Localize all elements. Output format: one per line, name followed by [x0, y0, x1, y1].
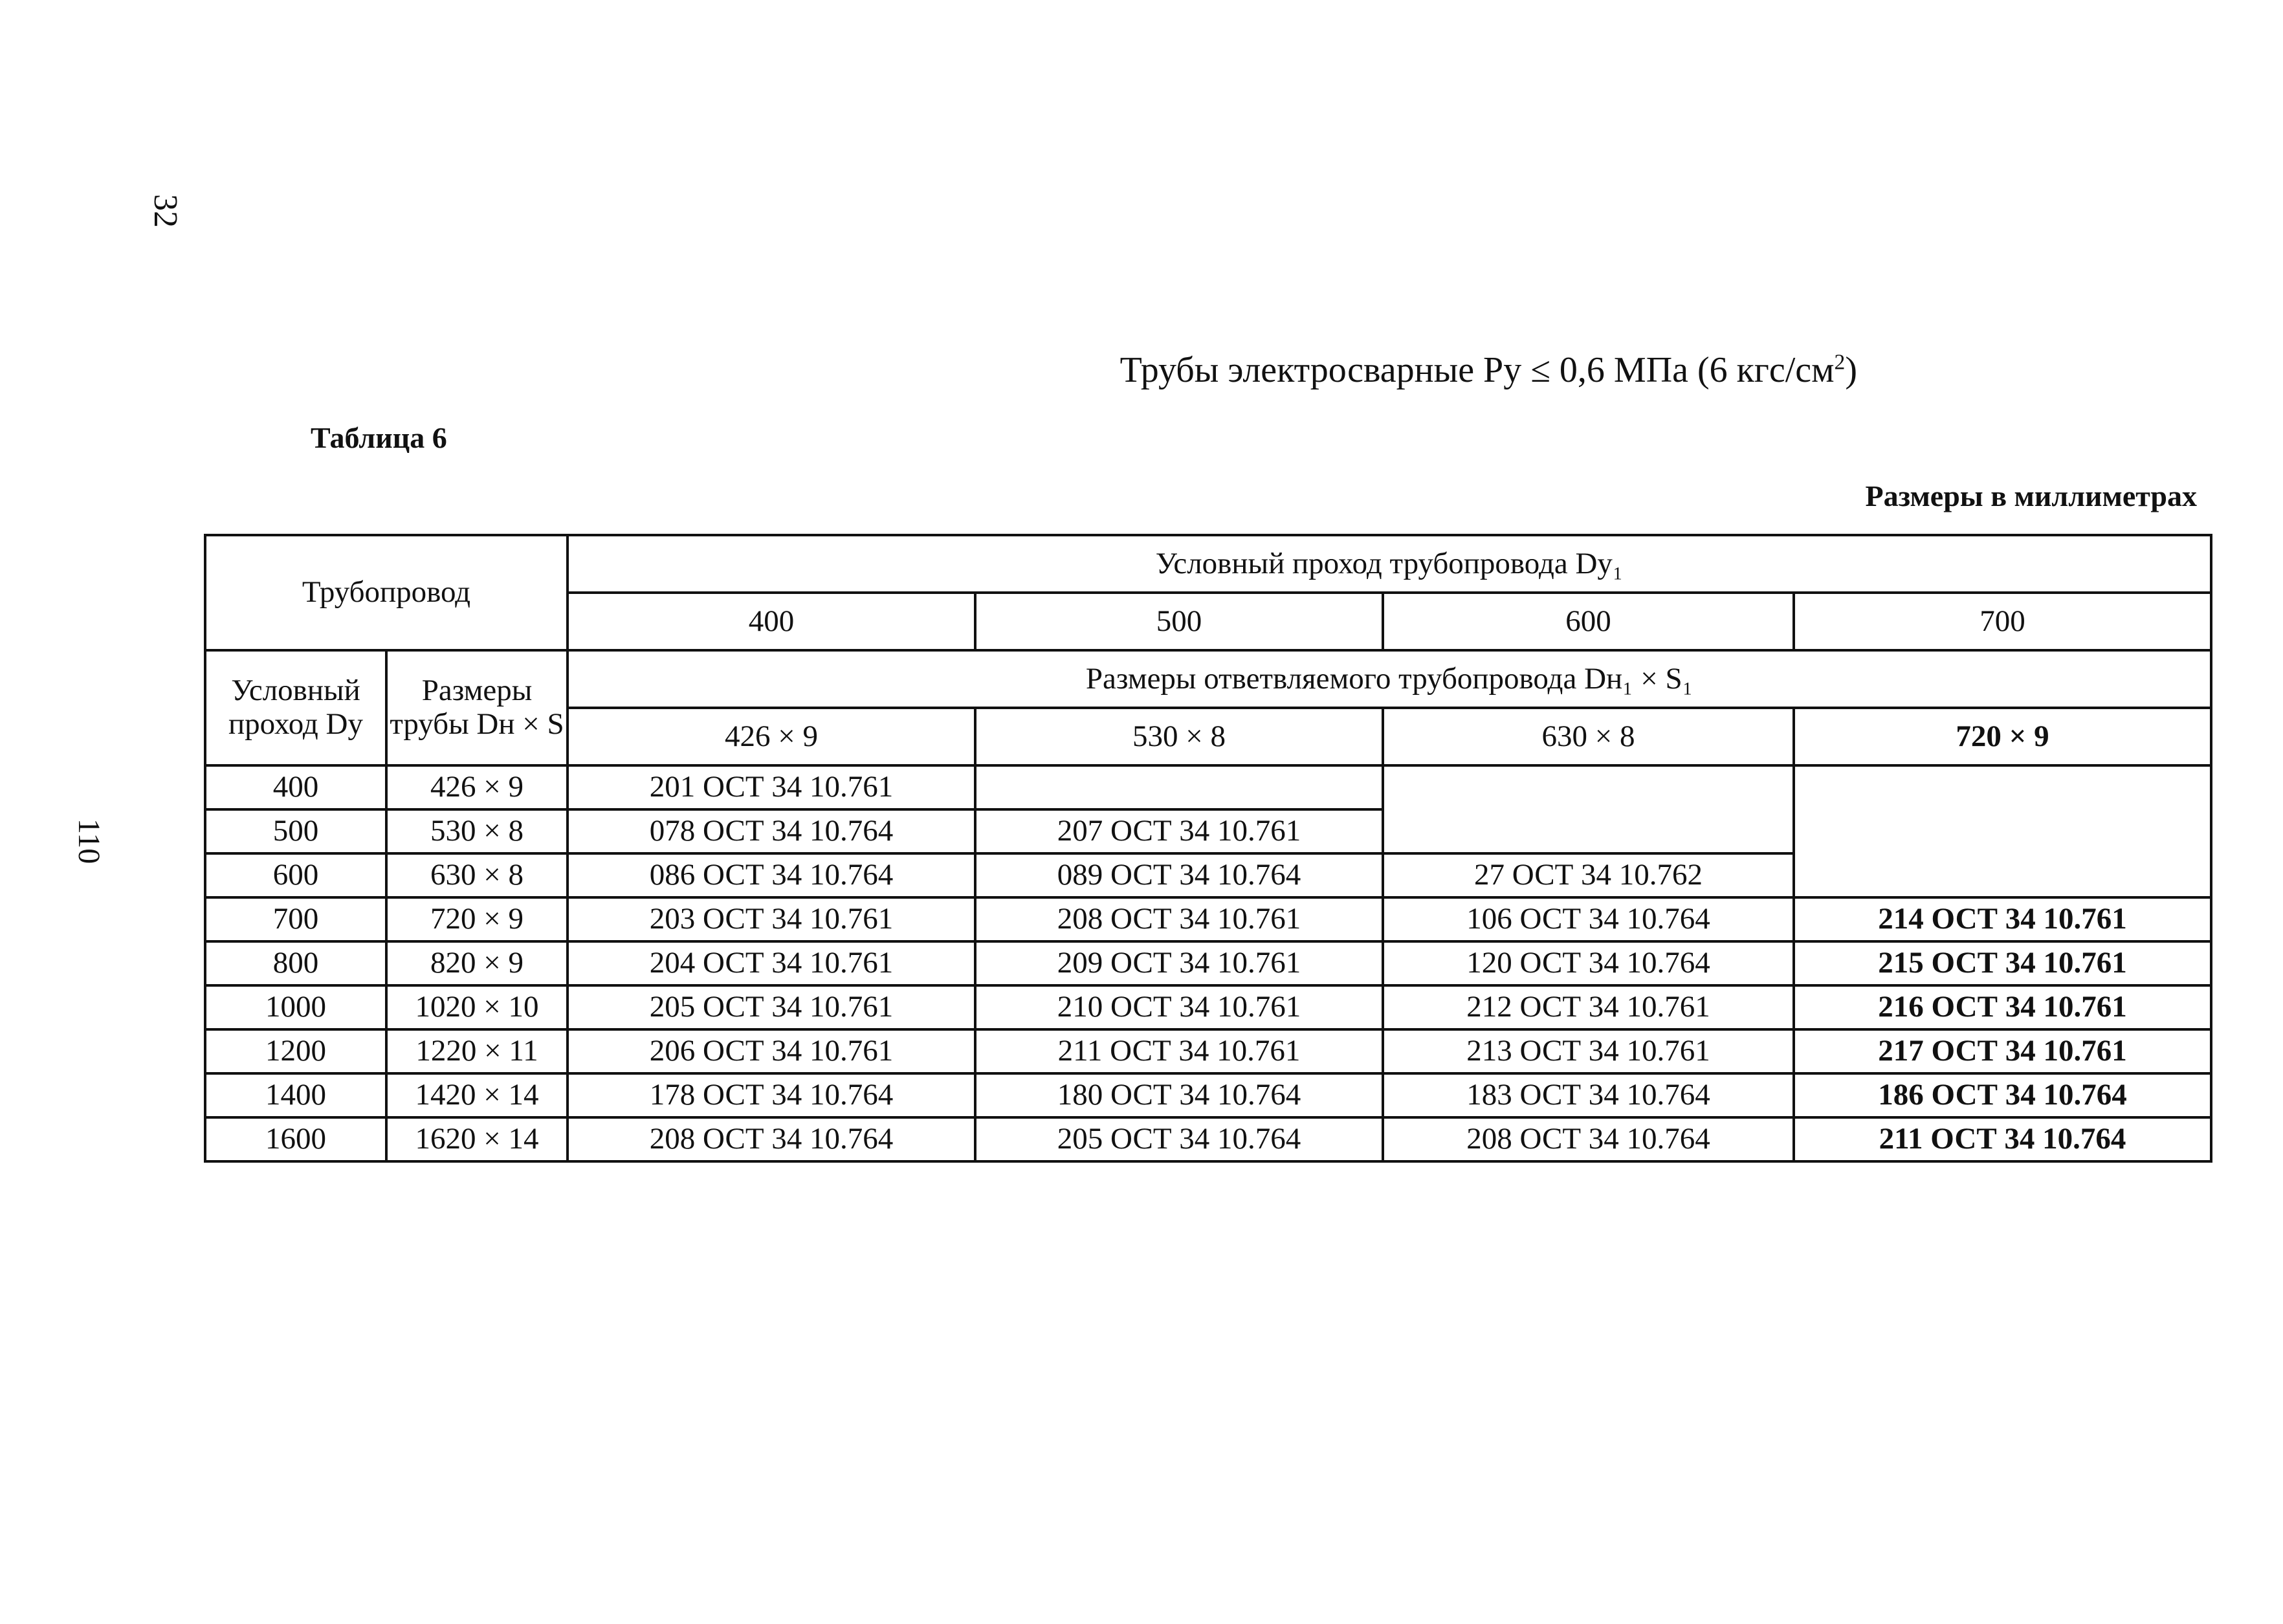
cell-dn: 800	[205, 941, 386, 985]
cell-size: 426 × 9	[386, 765, 568, 809]
header-branch-dn-700: 700	[1794, 593, 2211, 650]
cell-400: 203 ОСТ 34 10.761	[568, 897, 975, 941]
cell-600: 27 ОСТ 34 10.762	[1383, 853, 1794, 897]
pipe-table	[204, 534, 2212, 1163]
table-row	[205, 1073, 2211, 1117]
cell-500: 180 ОСТ 34 10.764	[975, 1073, 1383, 1117]
header-col-dn: Условный проход Dу	[205, 650, 386, 765]
cell-400: 201 ОСТ 34 10.761	[568, 765, 975, 809]
cell-600: 213 ОСТ 34 10.761	[1383, 1029, 1794, 1073]
cell-size: 1020 × 10	[386, 985, 568, 1029]
cell-500: 205 ОСТ 34 10.764	[975, 1117, 1383, 1161]
side-page-number: 110	[72, 818, 106, 864]
cell-700: 186 ОСТ 34 10.764	[1794, 1073, 2211, 1117]
page-title	[0, 349, 1857, 391]
cell-600: 120 ОСТ 34 10.764	[1383, 941, 1794, 985]
cell-size: 820 × 9	[386, 941, 568, 985]
cell-400: 178 ОСТ 34 10.764	[568, 1073, 975, 1117]
header-branch-sizes: Размеры ответвляемого трубопровода Dн₁ × S₁	[568, 650, 2211, 708]
cell-dn: 1200	[205, 1029, 386, 1073]
page-title-superscript: 2	[1834, 350, 1846, 375]
cell-size: 630 × 8	[386, 853, 568, 897]
header-col-size: Размеры трубы Dн × S	[386, 650, 568, 765]
header-nominal-branch: Условный проход трубопровода Dу₁	[568, 535, 2211, 593]
table-row	[205, 897, 2211, 941]
cell-size: 1620 × 14	[386, 1117, 568, 1161]
table-label: Таблица 6	[311, 421, 447, 454]
cell-600: 208 ОСТ 34 10.764	[1383, 1117, 1794, 1161]
cell-600-blank	[1383, 765, 1794, 853]
cell-dn: 1600	[205, 1117, 386, 1161]
cell-dn: 1000	[205, 985, 386, 1029]
header-branch-size-530: 530 × 8	[975, 708, 1383, 765]
cell-dn: 600	[205, 853, 386, 897]
cell-700: 215 ОСТ 34 10.761	[1794, 941, 2211, 985]
cell-500: 089 ОСТ 34 10.764	[975, 853, 1383, 897]
cell-400: 204 ОСТ 34 10.761	[568, 941, 975, 985]
cell-dn: 400	[205, 765, 386, 809]
cell-400: 206 ОСТ 34 10.761	[568, 1029, 975, 1073]
cell-dn: 700	[205, 897, 386, 941]
header-branch-size-426: 426 × 9	[568, 708, 975, 765]
table-row	[205, 941, 2211, 985]
page-title-text: Трубы электросварные Ру ≤ 0,6 МПа (6 кгс/см	[1119, 350, 1835, 390]
cell-400: 086 ОСТ 34 10.764	[568, 853, 975, 897]
cell-500: 207 ОСТ 34 10.761	[975, 809, 1383, 853]
cell-600: 212 ОСТ 34 10.761	[1383, 985, 1794, 1029]
cell-500: 209 ОСТ 34 10.761	[975, 941, 1383, 985]
header-branch-size-720: 720 × 9	[1794, 708, 2211, 765]
table-row	[205, 985, 2211, 1029]
header-branch-size-630: 630 × 8	[1383, 708, 1794, 765]
cell-size: 1420 × 14	[386, 1073, 568, 1117]
header-branch-dn-500: 500	[975, 593, 1383, 650]
cell-500: 211 ОСТ 34 10.761	[975, 1029, 1383, 1073]
cell-size: 530 × 8	[386, 809, 568, 853]
cell-500: 208 ОСТ 34 10.761	[975, 897, 1383, 941]
cell-size: 720 × 9	[386, 897, 568, 941]
header-row-1	[205, 535, 2211, 593]
header-row-3	[205, 650, 2211, 708]
cell-600: 183 ОСТ 34 10.764	[1383, 1073, 1794, 1117]
header-branch-dn-600: 600	[1383, 593, 1794, 650]
cell-700: 216 ОСТ 34 10.761	[1794, 985, 2211, 1029]
units-note: Размеры в миллиметрах	[1865, 479, 2197, 512]
cell-500: 210 ОСТ 34 10.761	[975, 985, 1383, 1029]
cell-700: 214 ОСТ 34 10.761	[1794, 897, 2211, 941]
cell-500	[975, 765, 1383, 809]
page-number: 32	[147, 194, 184, 228]
cell-700: 217 ОСТ 34 10.761	[1794, 1029, 2211, 1073]
cell-400: 078 ОСТ 34 10.764	[568, 809, 975, 853]
cell-dn: 1400	[205, 1073, 386, 1117]
table-row	[205, 765, 2211, 809]
table-row	[205, 1029, 2211, 1073]
cell-size: 1220 × 11	[386, 1029, 568, 1073]
cell-400: 205 ОСТ 34 10.761	[568, 985, 975, 1029]
cell-700: 211 ОСТ 34 10.764	[1794, 1117, 2211, 1161]
cell-dn: 500	[205, 809, 386, 853]
header-pipeline: Трубопровод	[205, 535, 568, 650]
page-title-end: )	[1845, 350, 1857, 390]
cell-700-blank	[1794, 765, 2211, 897]
cell-400: 208 ОСТ 34 10.764	[568, 1117, 975, 1161]
cell-600: 106 ОСТ 34 10.764	[1383, 897, 1794, 941]
header-branch-dn-400: 400	[568, 593, 975, 650]
table-row	[205, 1117, 2211, 1161]
